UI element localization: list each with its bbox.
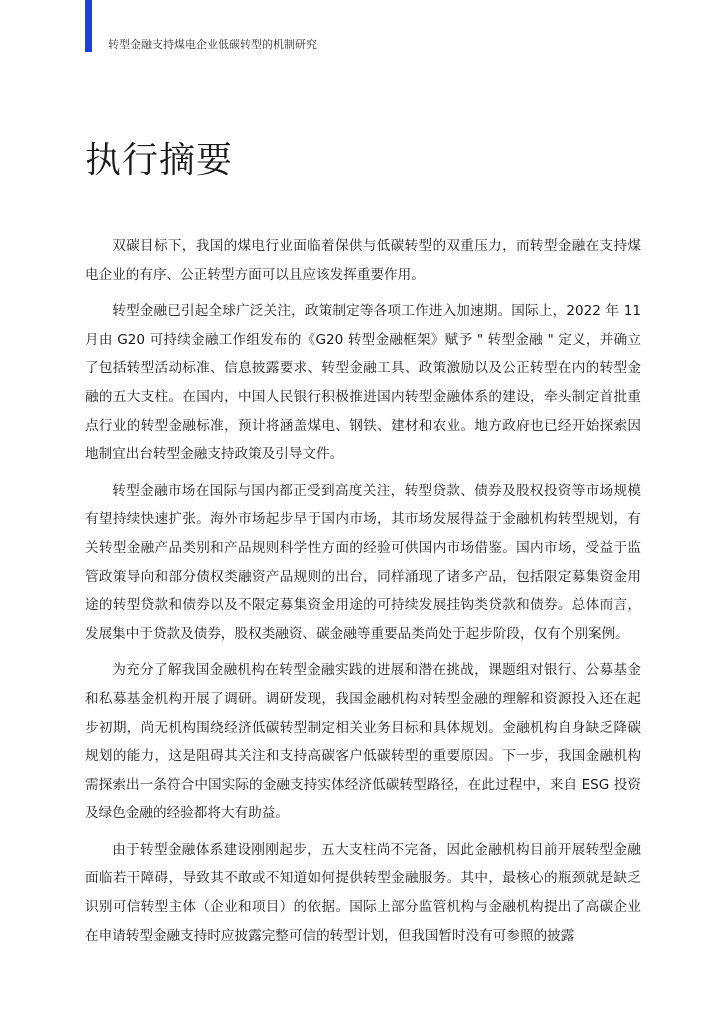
paragraph: 由于转型金融体系建设刚刚起步，五大支柱尚不完备，因此金融机构目前开展转型金融面临若干障碍，导致其不敢或不知道如何提供转型金融服务。其中，最核心的瓶颈就是缺乏识别可信转型主体（企业和项目）的依据。国际上部分监管机构与金融机构提出了高碳企业在申请转型金融支持时应披露完整可信的转型计划，但我国暂时没有可参照的披露 xyxy=(85,841,641,944)
body-text xyxy=(85,232,641,958)
paragraph: 为充分了解我国金融机构在转型金融实践的进展和潜在挑战，课题组对银行、公募基金和私募基金机构开展了调研。调研发现，我国金融机构对转型金融的理解和资源投入还在起步初期，尚无机构围绕经济低碳转型制定相关业务目标和具体规划。金融机构自身缺乏降碳规划的能力，这是阻碍其关注和支持高碳客户低碳转型的重要原因。下一步，我国金融机构需探索出一条符合中国实际的金融支持实体经济低碳转型路径，在此过程中，来自 ESG 投资及绿色金融的经验都将大有助益。 xyxy=(85,662,641,822)
page-title: 执行摘要 xyxy=(85,140,234,181)
paragraph: 双碳目标下，我国的煤电行业面临着保供与低碳转型的双重压力，而转型金融在支持煤电企业的有序、公正转型方面可以且应该发挥重要作用。 xyxy=(85,238,641,283)
paragraph: 转型金融市场在国际与国内都正受到高度关注，转型贷款、债券及股权投资等市场规模有望持续快速扩张。海外市场起步早于国内市场，其市场发展得益于金融机构转型规划，有关转型金融产品类别和产品规则科学性方面的经验可供国内市场借鉴。国内市场，受益于监管政策导向和部分债权类融资产品规则的出台，同样涌现了诸多产品，包括限定募集资金用途的转型贷款和债券以及不限定募集资金用途的可持续发展挂钩类贷款和债券。总体而言，发展集中于贷款及债券，股权类融资、碳金融等重要品类尚处于起步阶段，仅有个别案例。 xyxy=(85,482,641,642)
paragraph: 转型金融已引起全球广泛关注，政策制定等各项工作进入加速期。国际上，2022 年 11 月由 G20 可持续金融工作组发布的《G20 转型金融框架》赋予 " 转型金融 " 定义，并确立了包括转型活动标准、信息披露要求、转型金融工具、政策激励以及公正转型在内的转型金融的五大支柱。在国内，中国人民银行积极推进国内转型金融体系的建设，牵头制定首批重点行业的转型金融标准，预计将涵盖煤电、钢铁、建材和农业。地方政府也已经开始探索因地制宜出台转型金融支持政策及引导文件。 xyxy=(85,303,641,463)
header-accent-bar xyxy=(85,0,92,52)
running-header: 转型金融支持煤电企业低碳转型的机制研究 xyxy=(108,38,317,51)
